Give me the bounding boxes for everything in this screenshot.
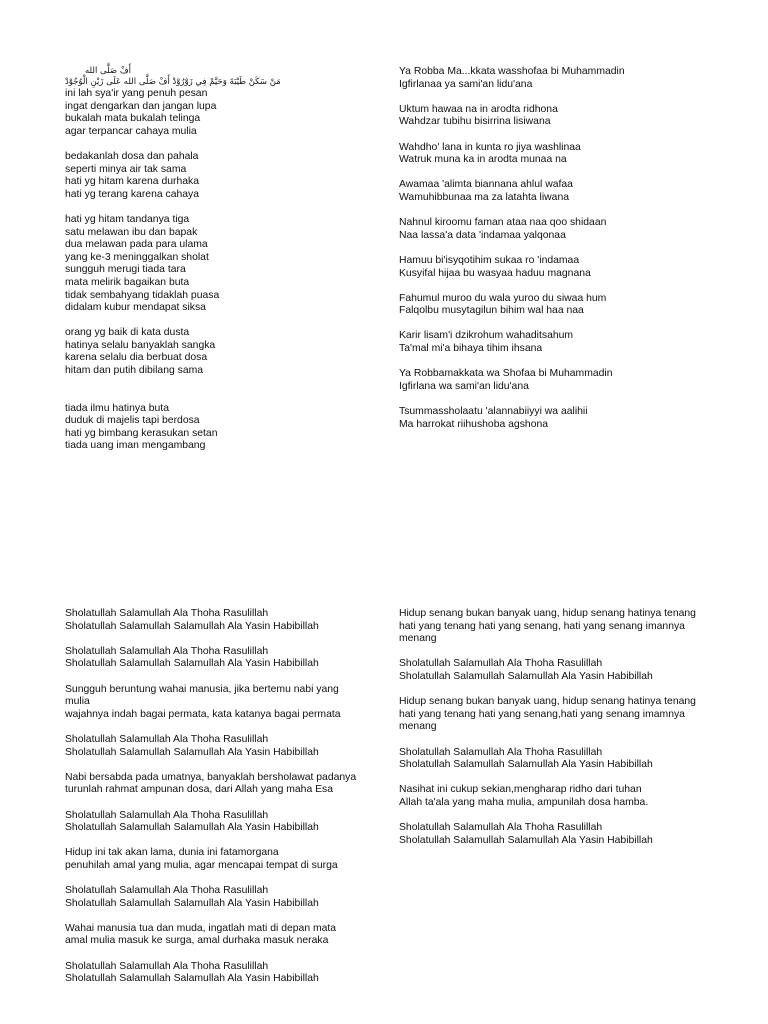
stanza-list — [65, 608, 365, 986]
lyric-line: bukalah mata bukalah telinga — [65, 113, 201, 125]
lyric-line: hati yang tenang hati yang senang, hati yang senang imannya menang — [399, 620, 685, 645]
lyric-line: turunlah rahmat ampunan dosa, dari Allah yang maha Esa — [65, 784, 334, 796]
stanza — [65, 151, 335, 201]
lyric-line: Sholatullah Salamullah Salamullah Ala Yasin Habibillah — [399, 759, 653, 771]
stanza — [65, 810, 365, 835]
lyric-line: Wahai manusia tua dan muda, ingatlah mati di depan mata — [65, 922, 337, 934]
top-right-column — [399, 66, 719, 444]
lyric-line: Fahumul muroo du wala yuroo du siwaa hum — [399, 292, 607, 304]
stanza — [399, 217, 719, 242]
arabic-line-1: أَفْ صَلَّى الله — [85, 66, 132, 76]
lyric-line: penuhilah amal yang mulia, agar mencapai tempat di surga — [65, 859, 338, 871]
lyric-line: agar terpancar cahaya mulia — [65, 125, 197, 137]
stanza — [399, 406, 719, 431]
stanza — [65, 734, 365, 759]
stanza — [399, 747, 709, 772]
lyric-line: Sholatullah Salamullah Ala Thoha Rasulillah — [65, 885, 269, 897]
stanza — [399, 179, 719, 204]
lyric-line: amal mulia masuk ke surga, amal durhaka masuk neraka — [65, 935, 329, 947]
stanza — [65, 646, 365, 671]
lyric-line: Ma harrokat riihushoba agshona — [399, 418, 549, 430]
stanza — [399, 255, 719, 280]
lyric-line: hati yang tenang hati yang senang,hati yang senang imamnya menang — [399, 708, 685, 733]
lyric-line: Hamuu bi'isyqotihim sukaa ro 'indamaa — [399, 254, 580, 266]
stanza — [65, 608, 365, 633]
stanza — [399, 696, 709, 734]
lyric-line: bedakanlah dosa dan pahala — [65, 150, 199, 162]
lyric-line: yang ke-3 meninggalkan sholat — [65, 251, 209, 263]
stanza — [65, 88, 335, 138]
lyric-line: Uktum hawaa na in arodta ridhona — [399, 103, 558, 115]
stanza — [399, 822, 709, 847]
lyric-line: Sholatullah Salamullah Ala Thoha Rasulillah — [399, 658, 603, 670]
lyric-line: mata melirik bagaikan buta — [65, 276, 190, 288]
bottom-left-column — [65, 608, 365, 998]
lyric-line: Sholatullah Salamullah Salamullah Ala Yasin Habibillah — [65, 746, 319, 758]
lyric-line: Sholatullah Salamullah Salamullah Ala Yasin Habibillah — [65, 620, 319, 632]
lyric-line: Hidup senang bukan banyak uang, hidup senang hatinya tenang — [399, 608, 696, 619]
stanza — [399, 293, 719, 318]
lyric-line: Nasihat ini cukup sekian,mengharap ridho dari tuhan — [399, 784, 642, 796]
stanza — [65, 961, 365, 986]
stanza — [65, 772, 365, 797]
lyric-line: Sholatullah Salamullah Ala Thoha Rasulillah — [65, 645, 269, 657]
lyric-line: hitam dan putih dibilang sama — [65, 365, 204, 377]
stanza — [65, 684, 365, 722]
lyric-line: Naa lassa'a data 'indamaa yalqonaa — [399, 229, 566, 241]
lyric-line: Ya Robbamakkata wa Shofaa bi Muhammadin — [399, 368, 613, 380]
lyric-line: Ta'mal mi'a bihaya tihim ihsana — [399, 343, 543, 355]
lyric-line: didalam kubur mendapat siksa — [65, 302, 206, 314]
lyric-line: Wahdho' lana in kunta ro jiya washlinaa — [399, 141, 581, 153]
lyric-line: Igfirlanaa ya sami'an lidu'ana — [399, 78, 533, 90]
lyric-line: Kusyifal hijaa bu wasyaa haduu magnana — [399, 267, 591, 279]
lyric-line: Sungguh beruntung wahai manusia, jika bertemu nabi yang mulia — [65, 683, 339, 708]
arabic-line-2: مَنْ سَكَنْ طَيْبَةَ وَحَيَّمْ فِي زَوْرُوْدْ أَفْ صَلَّى الله عَلَى زَيْنِ الْوُجُوْدْ — [65, 77, 281, 87]
lyric-line: hatinya selalu banyaklah sangka — [65, 339, 216, 351]
lyric-line: dua melawan pada para ulama — [65, 239, 208, 251]
stanza-list — [399, 66, 719, 431]
stanza — [399, 142, 719, 167]
stanza — [399, 104, 719, 129]
lyric-line: tiada uang iman mengambang — [65, 440, 206, 452]
lyric-line: Hidup ini tak akan lama, dunia ini fatamorgana — [65, 847, 279, 859]
lyric-line: Allah ta'ala yang maha mulia, ampunilah dosa hamba. — [399, 796, 649, 808]
bottom-right-column — [399, 608, 709, 860]
lyric-line: Sholatullah Salamullah Ala Thoha Rasulillah — [399, 822, 603, 834]
stanza — [399, 784, 709, 809]
lyric-line: Wamuhibbunaa ma za latahta liwana — [399, 191, 570, 203]
stanza — [399, 658, 709, 683]
lyric-line: Sholatullah Salamullah Ala Thoha Rasulillah — [65, 960, 269, 972]
lyric-line: karena selalu dia berbuat dosa — [65, 352, 208, 364]
stanza — [399, 330, 719, 355]
lyric-line: Watruk muna ka in arodta munaa na — [399, 154, 567, 166]
lyric-line: ingat dengarkan dan jangan lupa — [65, 100, 217, 112]
lyric-line: Awamaa 'alimta biannana ahlul wafaa — [399, 179, 573, 191]
stanza — [65, 847, 365, 872]
lyric-line: hati yg terang karena cahaya — [65, 188, 200, 200]
lyric-line: Nahnul kiroomu faman ataa naa qoo shidaan — [399, 217, 607, 229]
stanza — [65, 923, 365, 948]
lyric-line: Sholatullah Salamullah Salamullah Ala Yasin Habibillah — [65, 822, 319, 834]
stanza — [65, 214, 335, 315]
lyric-line: Tsummassholaatu 'alannabiiyyi wa aalihii — [399, 406, 588, 418]
lyric-line: sungguh merugi tiada tara — [65, 264, 186, 276]
stanza — [65, 885, 365, 910]
arabic-header — [65, 66, 335, 88]
lyric-line: hati yg hitam tandanya tiga — [65, 213, 190, 225]
lyric-line: orang yg baik di kata dusta — [65, 327, 190, 339]
lyric-line: wajahnya indah bagai permata, kata katanya bagai permata — [65, 708, 341, 720]
lyric-line: tidak sembahyang tidaklah puasa — [65, 289, 220, 301]
lyric-line: Sholatullah Salamullah Salamullah Ala Yasin Habibillah — [399, 834, 653, 846]
lyric-line: Sholatullah Salamullah Ala Thoha Rasulillah — [399, 746, 603, 758]
lyric-line: tiada ilmu hatinya buta — [65, 402, 169, 414]
lyric-line: Sholatullah Salamullah Ala Thoha Rasulillah — [65, 608, 269, 619]
lyric-line: Sholatullah Salamullah Salamullah Ala Yasin Habibillah — [65, 973, 319, 985]
lyric-line: Wahdzar tubihu bisirrina lisiwana — [399, 116, 551, 128]
lyric-line: Ya Robba Ma...kkata wasshofaa bi Muhammadin — [399, 66, 625, 77]
lyric-line: Hidup senang bukan banyak uang, hidup senang hatinya tenang — [399, 696, 696, 708]
stanza-list — [399, 608, 709, 847]
lyric-line: hati yg bimbang kerasukan setan — [65, 427, 218, 439]
lyric-line: duduk di majelis tapi berdosa — [65, 415, 200, 427]
lyric-line: Karir lisam'i dzikrohum wahaditsahum — [399, 330, 574, 342]
lyric-line: Igfirlana wa sami'an lidu'ana — [399, 380, 529, 392]
stanza — [65, 327, 335, 377]
lyric-line: Sholatullah Salamullah Ala Thoha Rasulillah — [65, 809, 269, 821]
lyric-line: Falqolbu musytagilun bihim wal haa naa — [399, 305, 584, 317]
lyric-line: ini lah sya'ir yang penuh pesan — [65, 88, 208, 99]
stanza — [399, 368, 719, 393]
lyric-line: hati yg hitam karena durhaka — [65, 176, 200, 188]
lyric-line: Nabi bersabda pada umatnya, banyaklah bersholawat padanya — [65, 771, 357, 783]
stanza-list — [65, 88, 335, 453]
lyric-line: Sholatullah Salamullah Salamullah Ala Yasin Habibillah — [65, 658, 319, 670]
stanza — [65, 403, 335, 453]
top-left-column — [65, 66, 335, 466]
lyric-line: Sholatullah Salamullah Salamullah Ala Yasin Habibillah — [65, 897, 319, 909]
lyric-line: Sholatullah Salamullah Salamullah Ala Yasin Habibillah — [399, 670, 653, 682]
lyric-line: satu melawan ibu dan bapak — [65, 226, 198, 238]
stanza — [399, 608, 709, 646]
lyric-line: Sholatullah Salamullah Ala Thoha Rasulillah — [65, 733, 269, 745]
stanza — [399, 66, 719, 91]
lyric-line: seperti minya air tak sama — [65, 163, 187, 175]
